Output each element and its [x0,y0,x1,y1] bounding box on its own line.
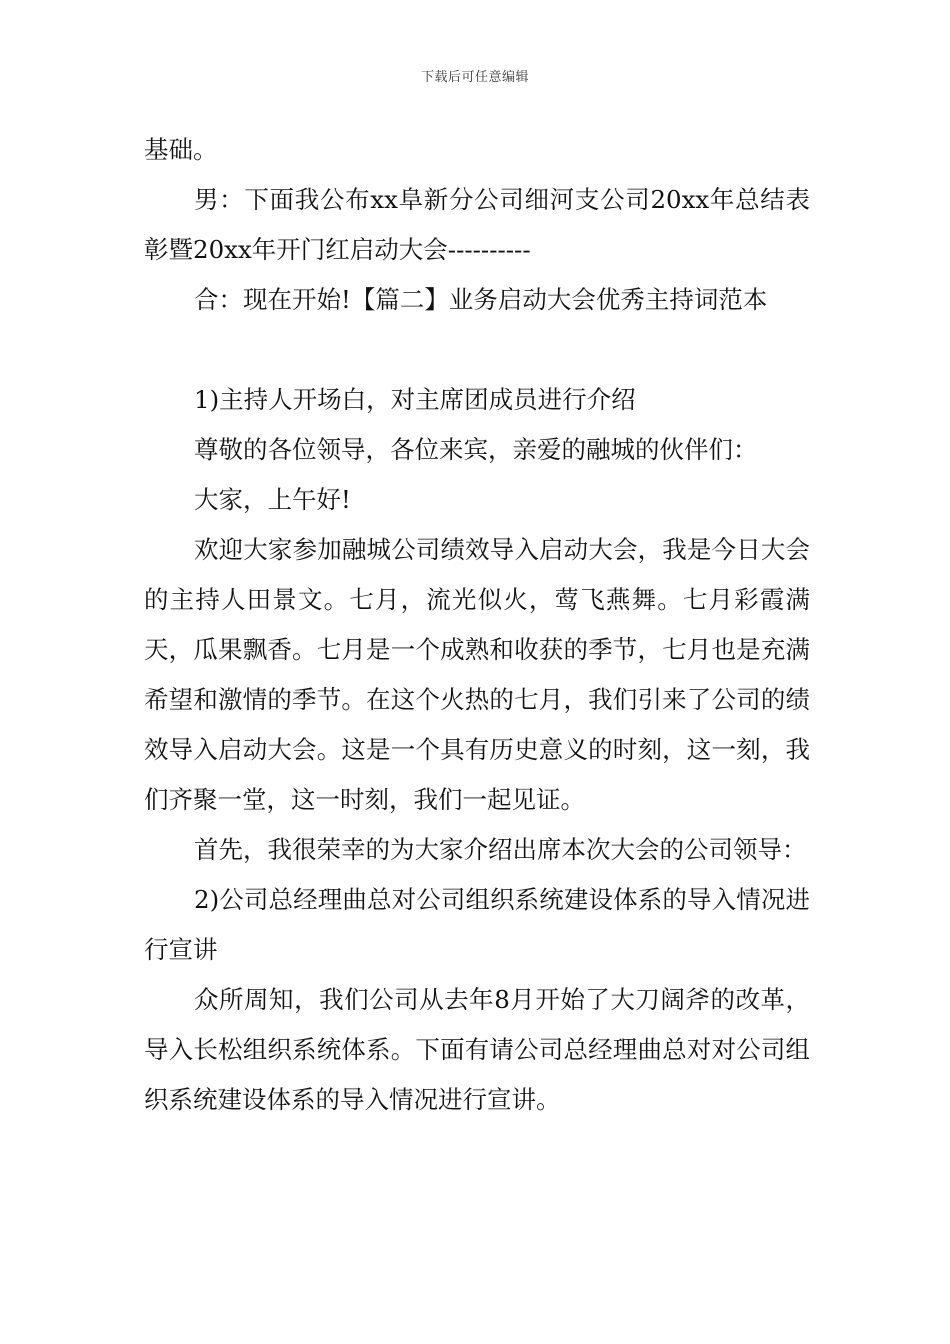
download-note: 下载后可任意编辑 [420,70,529,85]
paragraph-male-host: 男：下面我公布xx阜新分公司细河支公司20xx年总结表彰暨20xx年开门红启动大会---------- [144,185,810,264]
paragraph-good-morning: 大家，上午好! [194,485,351,514]
section-heading-1: 1)主持人开场白，对主席团成员进行介绍 [194,385,636,414]
paragraph-continuation: 基础。 [144,135,218,164]
paragraph-reform: 众所周知，我们公司从去年8月开始了大刀阔斧的改革，导入长松组织系统体系。下面有请公司总经理曲总对对公司组织系统建设体系的导入情况进行宣讲。 [144,985,810,1114]
section-heading-2: 2)公司总经理曲总对公司组织系统建设体系的导入情况进行宣讲 [144,885,810,964]
paragraph-together-start: 合：现在开始!【篇二】业务启动大会优秀主持词范本 [194,285,768,314]
paragraph-introduce-leaders: 首先，我很荣幸的为大家介绍出席本次大会的公司领导： [194,835,807,864]
paragraph-greeting: 尊敬的各位领导，各位来宾，亲爱的融城的伙伴们： [194,435,758,464]
blank-line [144,325,810,375]
document-body [144,125,810,1125]
paragraph-welcome: 欢迎大家参加融城公司绩效导入启动大会，我是今日大会的主持人田景文。七月，流光似火，莺飞燕舞。七月彩霞满天，瓜果飘香。七月是一个成熟和收获的季节，七月也是充满希望和激情的季节。在这个火热的七月，我们引来了公司的绩效导入启动大会。这是一个具有历史意义的时刻，这一刻，我们齐聚一堂，这一时刻，我们一起见证。 [144,535,810,814]
